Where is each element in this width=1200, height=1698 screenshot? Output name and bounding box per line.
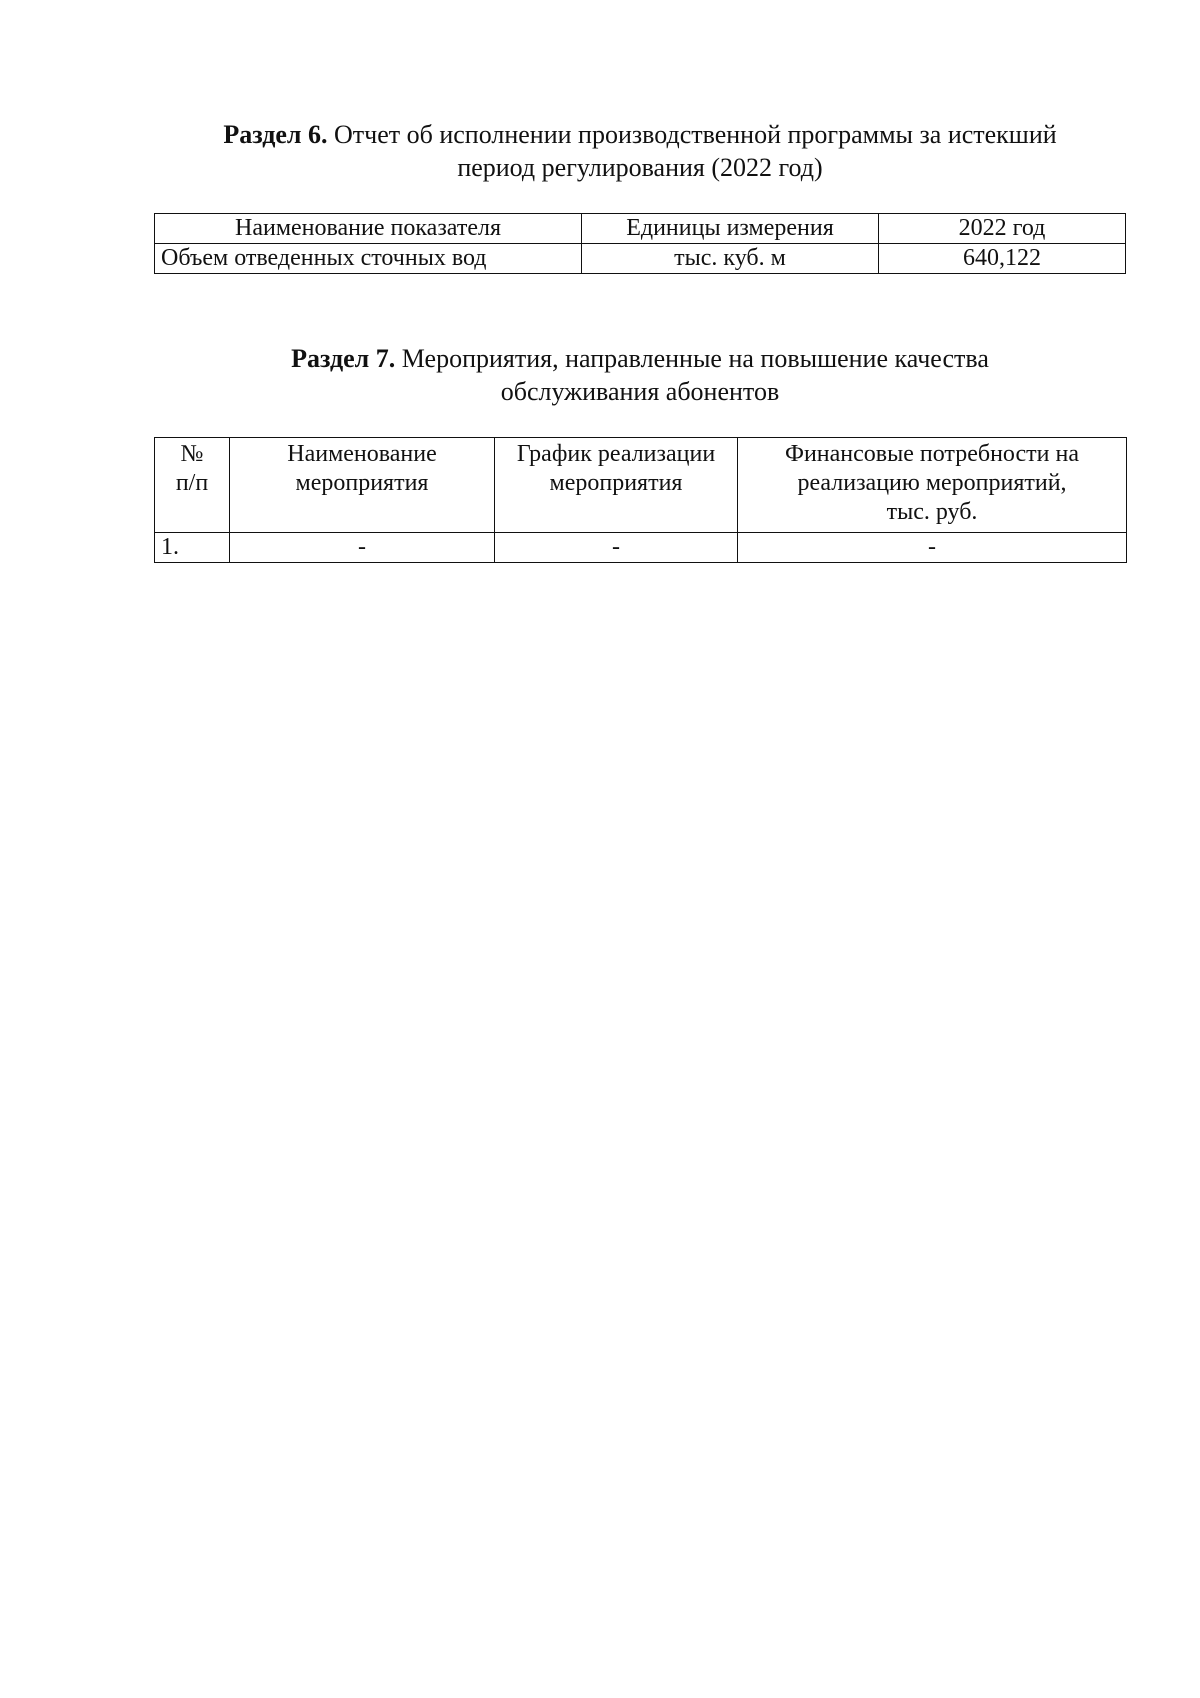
header-indicator-name: Наименование показателя [155,214,582,244]
header-measure-name-line1: Наименование [287,441,437,467]
header-number-line1: № [180,441,204,467]
header-schedule [495,438,738,533]
header-financial-needs-line1: Финансовые потребности на [785,441,1079,467]
header-schedule-line1: График реализации [516,441,716,467]
header-schedule-line2: мероприятия [549,470,683,496]
header-measure-name-line2: мероприятия [295,470,429,496]
header-measure-name [230,438,495,533]
table-header-row [155,214,1126,244]
section-6-title-line2: период регулирования (2022 год) [457,153,823,182]
section-7-title-line1: Мероприятия, направленные на повышение качества [401,344,989,373]
header-year: 2022 год [879,214,1126,244]
table-row [155,533,1127,563]
table-header-row [155,438,1127,533]
header-number-line2: п/п [175,470,209,496]
section-7-title-line2: обслуживания абонентов [500,377,780,406]
cell-units: тыс. куб. м [582,244,879,274]
header-units: Единицы измерения [582,214,879,244]
header-number [155,438,230,533]
cell-value: 640,122 [879,244,1126,274]
cell-schedule: - [495,533,738,563]
header-financial-needs [738,438,1127,533]
section-6-title-line1: Отчет об исполнении производственной программы за истекший [333,120,1057,149]
cell-financial-needs: - [738,533,1127,563]
section-7-label: Раздел 7. [291,344,396,373]
production-program-table [154,213,1126,274]
measures-table [154,437,1127,563]
table-row [155,244,1126,274]
cell-measure-name: - [230,533,495,563]
cell-number: 1. [155,533,230,563]
header-financial-needs-line2: реализацию мероприятий, [797,470,1067,496]
cell-indicator-name: Объем отведенных сточных вод [155,244,582,274]
section-6-title [150,118,1130,184]
section-6-label: Раздел 6. [223,120,328,149]
section-7-title [150,342,1130,408]
header-financial-needs-line3: тыс. руб. [886,499,978,525]
